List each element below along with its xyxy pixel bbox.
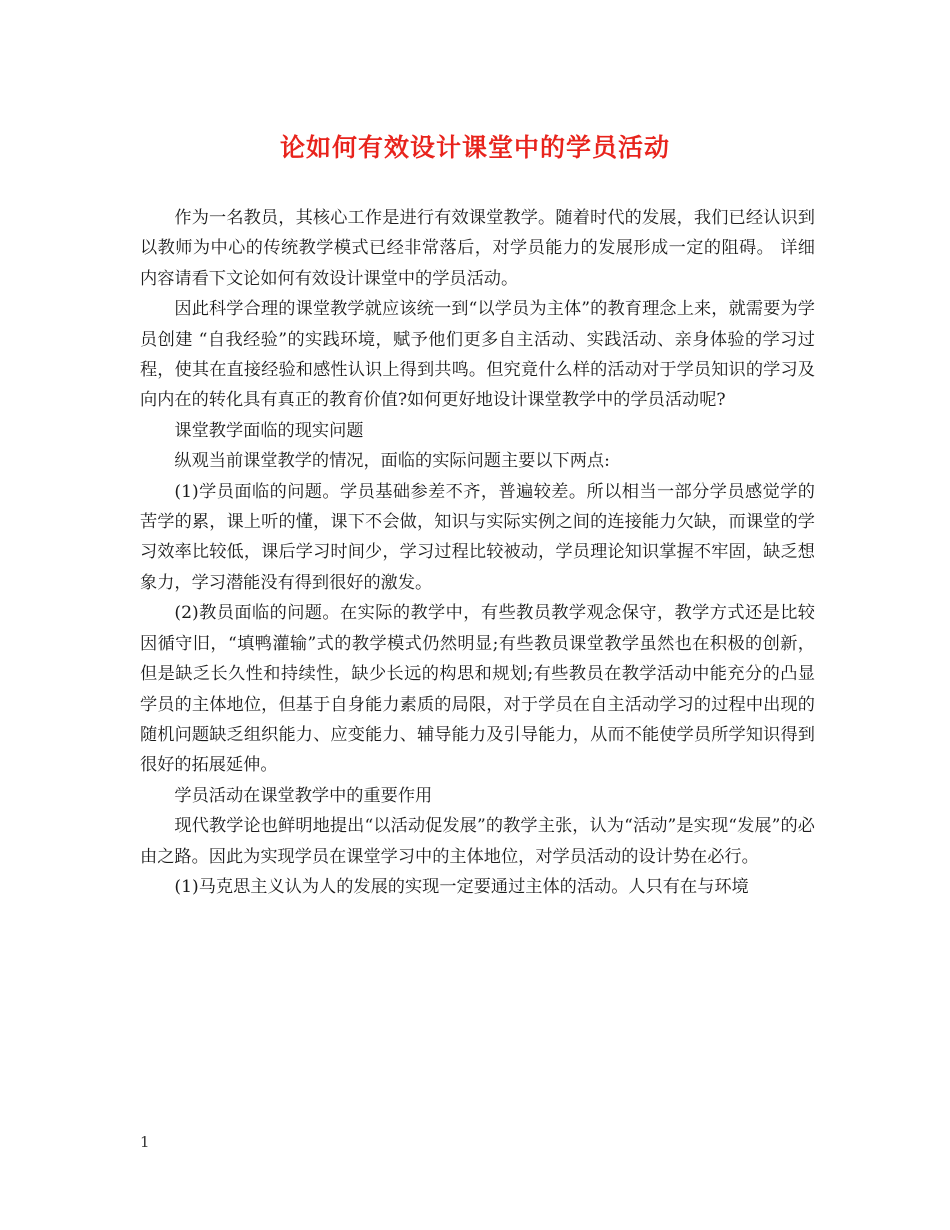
paragraph-student-problems: (1)学员面临的问题。学员基础参差不齐，普遍较差。所以相当一部分学员感觉学的苦学的累，课上听的懂，课下不会做，知识与实际实例之间的连接能力欠缺，而课堂的学习效率比较低，课后学习时间少，学习过程比较被动，学员理论知识掌握不牢固，缺乏想象力，学习潜能没有得到很好的激发。 — [140, 481, 815, 593]
paragraph-overview: 纵观当前课堂教学的情况，面临的实际问题主要以下两点: — [174, 451, 610, 472]
section-heading-importance: 学员活动在课堂教学中的重要作用 — [174, 785, 433, 806]
document-body — [140, 203, 815, 902]
paragraph-modern-theory: 现代教学论也鲜明地提出“以活动促发展”的教学主张，认为“活动”是实现“发展”的必由之路。因此为实现学员在课堂学习中的主体地位，对学员活动的设计势在必行。 — [140, 816, 815, 867]
paragraph-student-centered: 因此科学合理的课堂教学就应该统一到“以学员为主体”的教育理念上来，就需要为学员创建 “自我经验”的实践环境，赋予他们更多自主活动、实践活动、亲身体验的学习过程，使其在直接经验和感性认识上得到共鸣。但究竟什么样的活动对于学员知识的学习及向内在的转化具有真正的教育价值?如何更好地设计课堂教学中的学员活动呢? — [140, 299, 815, 411]
document-title: 论如何有效设计课堂中的学员活动 — [279, 133, 670, 162]
paragraph-intro: 作为一名教员，其核心工作是进行有效课堂教学。随着时代的发展，我们已经认识到以教师为中心的传统教学模式已经非常落后，对学员能力的发展形成一定的阻碍。 详细内容请看下文论如何有效设计课堂中的学员活动。 — [140, 208, 815, 289]
paragraph-marxism: (1)马克思主义认为人的发展的实现一定要通过主体的活动。人只有在与环境 — [174, 876, 749, 897]
paragraph-teacher-problems: (2)教员面临的问题。在实际的教学中，有些教员教学观念保守，教学方式还是比较因循守旧，“填鸭灌输”式的教学模式仍然明显;有些教员课堂教学虽然也在积极的创新，但是缺乏长久性和持续性，缺少长远的构思和规划;有些教员在教学活动中能充分的凸显学员的主体地位，但基于自身能力素质的局限，对于学员在自主活动学习的过程中出现的随机问题缺乏组织能力、应变能力、辅导能力及引导能力，从而不能使学员所学知识得到很好的拓展延伸。 — [140, 603, 815, 776]
page-number: 1 — [140, 1133, 150, 1151]
section-heading-real-problems: 课堂教学面临的现实问题 — [174, 420, 364, 441]
